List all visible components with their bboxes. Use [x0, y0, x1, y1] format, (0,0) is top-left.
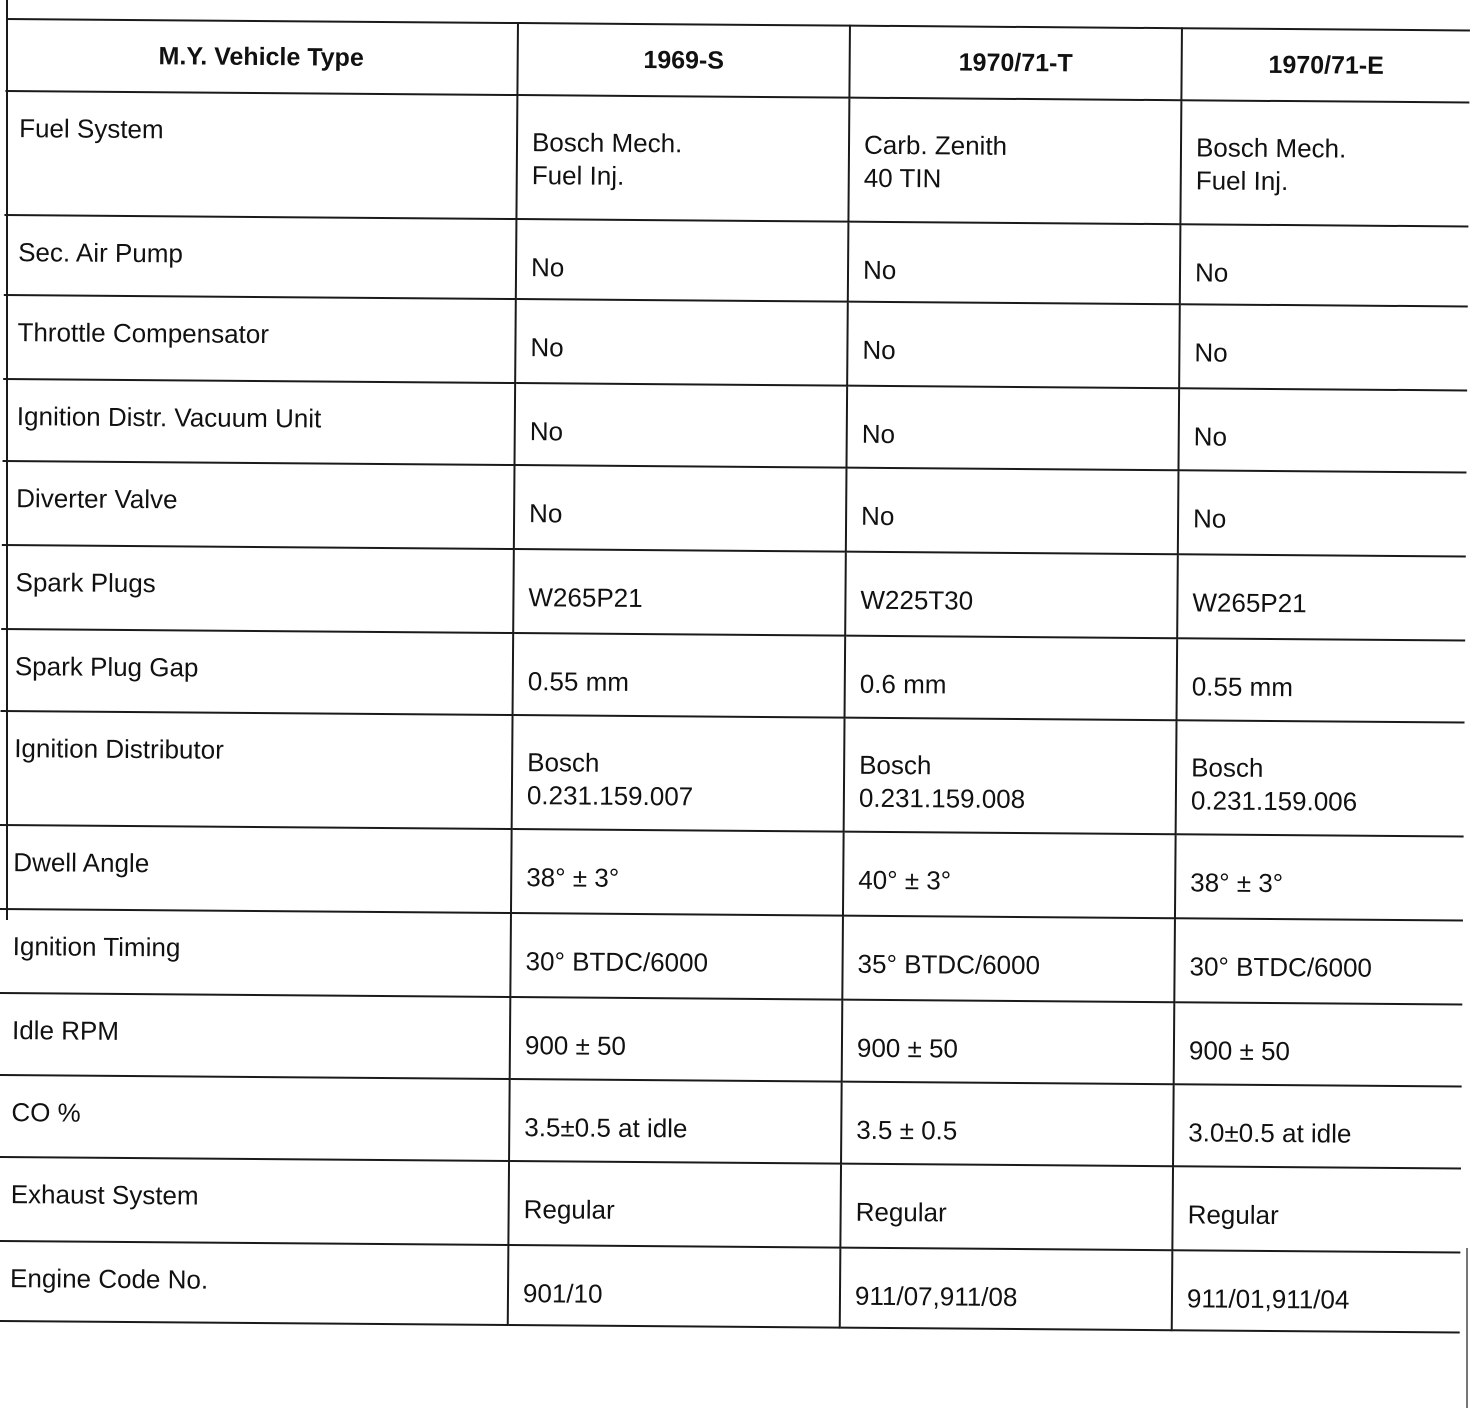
cell-text: 911/01,911/04: [1186, 1283, 1350, 1315]
cell-text: Bosch: [1191, 752, 1264, 783]
cell-1970-71-t: [846, 468, 1179, 555]
cell-text: 3.0±0.5 at idle: [1188, 1117, 1352, 1149]
row-label: Throttle Compensator: [3, 295, 516, 383]
cell-text: W225T30: [860, 584, 974, 616]
header-column-1970-71-e: 1970/71-E: [1181, 28, 1470, 102]
cell-text: 30° BTDC/6000: [525, 946, 709, 978]
cell-1969-s: [513, 549, 846, 636]
cell-text: W265P21: [528, 582, 643, 614]
cell-1969-s: [510, 997, 843, 1082]
cell-text: 40° ± 3°: [858, 864, 952, 896]
cell-text: 911/07,911/08: [854, 1280, 1018, 1312]
table-row: [0, 711, 1465, 836]
engine-spec-table: [0, 18, 1470, 1333]
cell-1970-71-e: [1172, 1250, 1461, 1332]
cell-text: 0.55 mm: [1191, 671, 1294, 703]
cell-1970-71-t: [841, 1082, 1174, 1167]
cell-text: 0.231.159.006: [1190, 785, 1358, 817]
row-label: Dwell Angle: [0, 825, 512, 913]
cell-text: 0.6 mm: [859, 668, 947, 700]
cell-1969-s: [509, 1079, 842, 1164]
cell-text: Bosch Mech.: [1195, 132, 1347, 164]
cell-1970-71-t: [846, 386, 1179, 471]
cell-1969-s: [511, 829, 844, 916]
cell-text: 3.5±0.5 at idle: [524, 1112, 688, 1144]
table-row: [0, 1241, 1460, 1332]
cell-1970-71-t: [840, 1164, 1173, 1251]
cell-text: No: [1194, 337, 1228, 368]
cell-text: Fuel Inj.: [1195, 165, 1289, 197]
cell-text: Regular: [523, 1194, 615, 1225]
cell-text: 0.231.159.007: [526, 780, 694, 812]
cell-1969-s: [512, 715, 845, 832]
cell-1970-71-e: [1178, 388, 1467, 472]
cell-text: Regular: [855, 1196, 947, 1228]
row-label: Spark Plugs: [1, 545, 514, 633]
cell-text: No: [529, 416, 564, 447]
cell-1970-71-e: [1172, 1166, 1461, 1252]
cell-text: 901/10: [522, 1278, 603, 1309]
header-column-1970-71-t: 1970/71-T: [849, 26, 1182, 101]
cell-1970-71-e: [1176, 720, 1465, 836]
row-label: Ignition Distributor: [0, 711, 513, 829]
cell-1970-71-t: [843, 832, 1176, 919]
row-label: Ignition Distr. Vacuum Unit: [3, 379, 516, 465]
cell-1970-71-t: [848, 222, 1181, 305]
table-row: [1, 629, 1466, 722]
cell-1970-71-e: [1179, 304, 1468, 390]
cell-1970-71-t: [844, 718, 1177, 835]
cell-text: 900 ± 50: [1188, 1035, 1291, 1067]
cell-1969-s: [508, 1161, 841, 1248]
table-row: [0, 1075, 1462, 1168]
cell-1970-71-e: [1174, 918, 1463, 1004]
table-row: [2, 461, 1467, 556]
cell-1970-71-e: [1180, 224, 1469, 306]
cell-text: 900 ± 50: [524, 1030, 627, 1061]
cell-text: No: [1194, 257, 1229, 288]
cell-1970-71-e: [1173, 1084, 1462, 1168]
cell-text: 35° BTDC/6000: [857, 948, 1041, 981]
table-row: [3, 379, 1468, 472]
table-row: [0, 825, 1464, 920]
table-row: [0, 1157, 1461, 1252]
cell-1970-71-e: [1180, 100, 1469, 226]
row-label: Idle RPM: [0, 993, 510, 1079]
cell-text: 0.231.159.008: [858, 782, 1026, 815]
cell-text: No: [862, 254, 897, 285]
cell-text: Fuel Inj.: [531, 160, 625, 191]
cell-1970-71-e: [1174, 1002, 1463, 1086]
cell-1970-71-t: [842, 1000, 1175, 1085]
row-label: Exhaust System: [0, 1157, 509, 1245]
cell-text: W265P21: [1192, 587, 1307, 619]
row-label: Diverter Valve: [2, 461, 515, 549]
cell-text: 0.55 mm: [527, 666, 630, 697]
cell-text: No: [1193, 421, 1228, 452]
row-label: Sec. Air Pump: [4, 215, 517, 299]
header-vehicle-type: M.Y. Vehicle Type: [5, 19, 518, 95]
table-row: [1, 545, 1466, 640]
cell-text: 38° ± 3°: [1190, 867, 1284, 899]
row-label: CO %: [0, 1075, 510, 1161]
cell-1969-s: [515, 383, 848, 468]
cell-1970-71-t: [842, 916, 1175, 1003]
cell-1969-s: [514, 465, 847, 552]
table-body: [0, 91, 1469, 1332]
cell-text: No: [862, 334, 896, 365]
cell-1970-71-t: [845, 636, 1178, 721]
cell-1969-s: [516, 219, 849, 302]
cell-1970-71-e: [1177, 554, 1466, 640]
cell-1970-71-e: [1175, 834, 1464, 920]
cell-text: Bosch: [527, 747, 600, 778]
cell-text: No: [861, 418, 896, 449]
table-row: [0, 993, 1462, 1086]
cell-1969-s: [516, 95, 849, 222]
row-label: Engine Code No.: [0, 1241, 508, 1325]
cell-text: 40 TIN: [863, 162, 942, 194]
table-row: [0, 909, 1463, 1004]
row-label: Ignition Timing: [0, 909, 511, 997]
cell-1969-s: [513, 633, 846, 718]
cell-text: Bosch Mech.: [531, 127, 683, 159]
cell-text: 900 ± 50: [856, 1032, 959, 1064]
cell-text: No: [860, 500, 895, 531]
row-label: Spark Plug Gap: [1, 629, 514, 715]
table-row: [4, 91, 1469, 226]
header-column-1969-s: 1969-S: [517, 23, 850, 98]
cell-text: Bosch: [859, 749, 932, 781]
cell-1969-s: [515, 299, 848, 386]
cell-text: No: [1192, 503, 1227, 534]
cell-1970-71-t: [845, 552, 1178, 639]
cell-text: 3.5 ± 0.5: [856, 1114, 958, 1146]
cell-1969-s: [510, 913, 843, 1000]
cell-1970-71-t: [848, 98, 1181, 225]
cell-1970-71-e: [1177, 638, 1466, 722]
cell-text: No: [529, 498, 563, 529]
cell-text: Regular: [1187, 1199, 1279, 1231]
page-edge-mark: [1466, 1248, 1468, 1408]
cell-text: No: [530, 252, 565, 283]
table-row: [4, 215, 1469, 306]
table-header-row: [5, 19, 1470, 102]
table-row: [3, 295, 1468, 390]
row-label: Fuel System: [4, 91, 517, 219]
cell-1970-71-t: [847, 302, 1180, 389]
cell-text: No: [530, 332, 564, 363]
cell-1969-s: [508, 1245, 841, 1328]
cell-text: Carb. Zenith: [863, 129, 1008, 161]
cell-1970-71-t: [840, 1248, 1173, 1331]
cell-text: 30° BTDC/6000: [1189, 951, 1373, 983]
cell-text: 38° ± 3°: [526, 862, 620, 893]
cell-1970-71-e: [1178, 470, 1467, 556]
